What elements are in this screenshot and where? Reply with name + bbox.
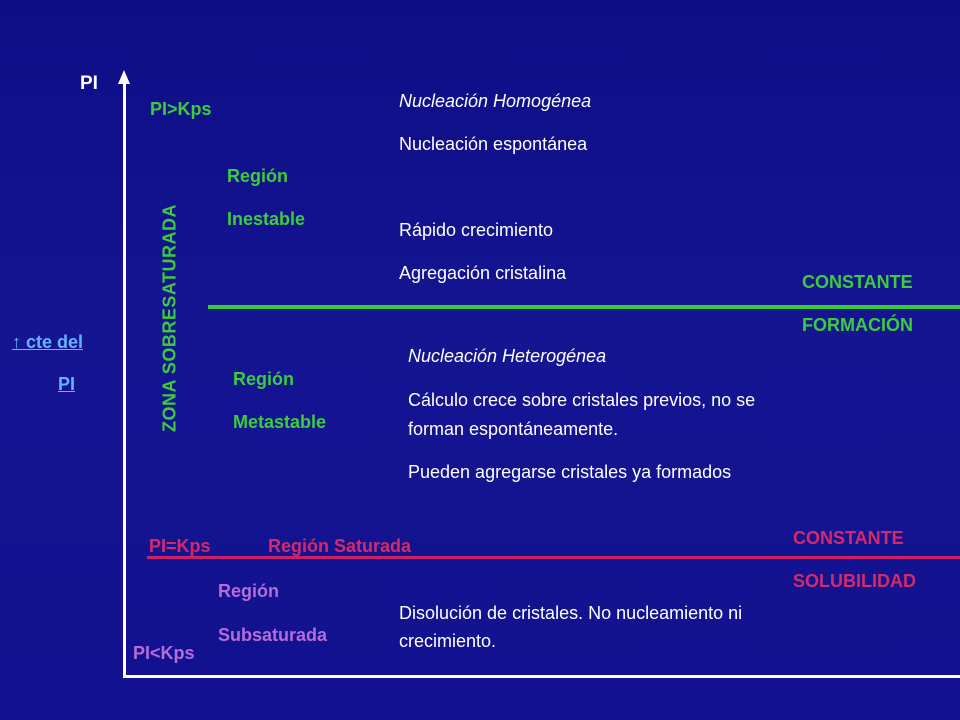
level-equal-label: PI=Kps: [149, 536, 211, 556]
homogeneous-item-1: Nucleación espontánea: [399, 134, 588, 154]
region-unstable-line2: Inestable: [227, 209, 306, 229]
zone-label: ZONA SOBRESATURADA: [159, 204, 180, 432]
subsaturated-desc-line1: Disolución de cristales. No nucleamiento ni: [399, 603, 743, 623]
region-metastable-line2: Metastable: [233, 412, 327, 432]
homogeneous-item-3: Agregación cristalina: [399, 263, 567, 283]
left-note-line1[interactable]: ↑ cte del: [12, 332, 84, 352]
heterogeneous-item-1-line1: Cálculo crece sobre cristales previos, no se: [408, 390, 756, 410]
subsaturated-desc-line2: crecimiento.: [399, 631, 497, 651]
solubility-constant-line1: CONSTANTE: [793, 528, 904, 548]
region-metastable-line1: Región: [233, 369, 294, 389]
region-unstable-line1: Región: [227, 166, 288, 186]
region-subsaturated-line2: Subsaturada: [218, 625, 328, 645]
heterogeneous-title: Nucleación Heterogénea: [408, 346, 607, 366]
region-saturated-label: Región Saturada: [268, 536, 412, 556]
homogeneous-title: Nucleación Homogénea: [399, 91, 592, 111]
homogeneous-item-2: Rápido crecimiento: [399, 220, 554, 240]
heterogeneous-item-1-line2: forman espontáneamente.: [408, 419, 619, 439]
formation-constant-line1: CONSTANTE: [802, 272, 913, 292]
y-axis-arrowhead: [118, 70, 130, 84]
left-note-line2[interactable]: PI: [58, 374, 76, 394]
level-high-label: PI>Kps: [150, 99, 212, 119]
formation-constant-line: [208, 305, 960, 309]
solubility-constant-line: [147, 556, 960, 559]
level-low-label: PI<Kps: [133, 643, 195, 663]
solubility-constant-line2: SOLUBILIDAD: [793, 571, 916, 591]
y-axis-label: PI: [80, 73, 98, 94]
formation-constant-line2: FORMACIÓN: [802, 315, 913, 335]
heterogeneous-item-2: Pueden agregarse cristales ya formados: [408, 462, 732, 482]
region-subsaturated-line1: Región: [218, 581, 279, 601]
y-axis-line: [123, 82, 126, 678]
x-axis-line: [123, 675, 960, 678]
